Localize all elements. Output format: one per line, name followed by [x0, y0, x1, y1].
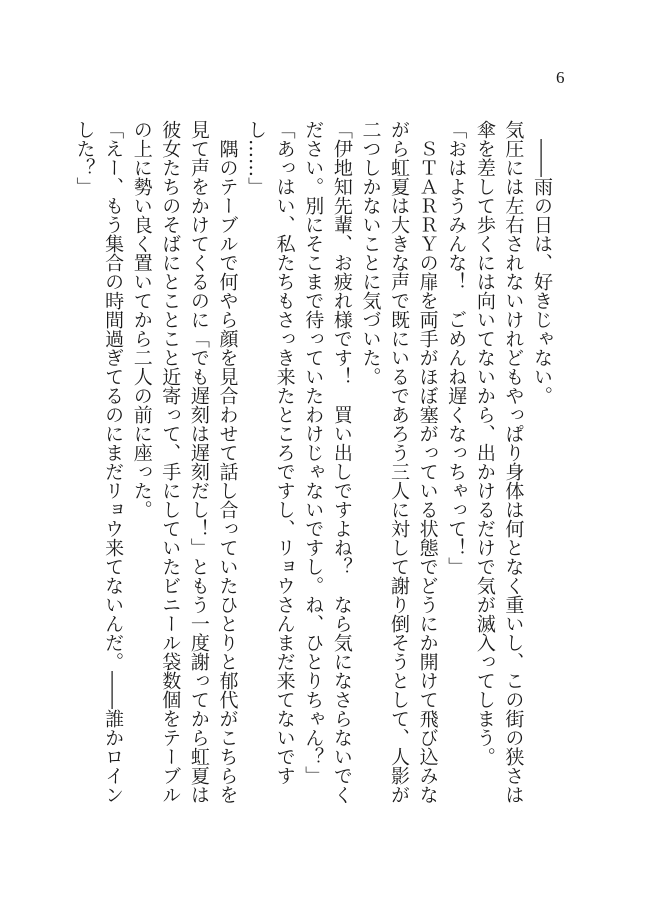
paragraph-7: 隅のテーブルで何やら顔を見合わせて話し合っていたひとりと郁代がこちらを見て声をかけてくるのに「でも遅刻は遅刻だし！」ともう一度謝ってから虹夏は彼女たちのそばにとことこと近寄って、手にしていたビニール袋数個をテーブルの上に勢い良く置いてから二人の前に座った。 — [130, 120, 239, 804]
paragraph-4: ＳＴＡＲＲＹの扉を両手がほぼ塞がっている状態でどうにか開けて飛び込みながら虹夏は大きな声で既にいるであろう三人に対して謝り倒そうとして、人影が二つしかないことに気づいた。 — [359, 120, 439, 804]
paragraph-8: 「えー、もう集合の時間過ぎてるのにまだリョウ来てないんだ。――誰かロインした？」 — [73, 120, 125, 804]
paragraph-5: 「伊地知先輩、お疲れ様です！ 買い出しですよね？ なら気になさらないでください。別にそこまで待っていたわけじゃないですし。ね、ひとりちゃん？」 — [302, 120, 353, 804]
paragraph-6: 「あっはい、私たちもさっき来たところですし、リョウさんまだ来てないですし……」 — [245, 120, 296, 785]
paragraph-2: 気圧には左右されないけれどもやっぱり身体は何となく重いし、この街の狭さは傘を差して歩くには向いてないから、出かけるだけで気が滅入ってしまう。 — [473, 120, 525, 804]
body-text — [73, 120, 556, 820]
paragraph-1: ――雨の日は、好きじゃない。 — [531, 139, 553, 405]
paragraph-3: 「おはようみんな！ ごめんね遅くなっちゃって！」 — [445, 120, 468, 576]
page-number: 6 — [556, 68, 565, 87]
